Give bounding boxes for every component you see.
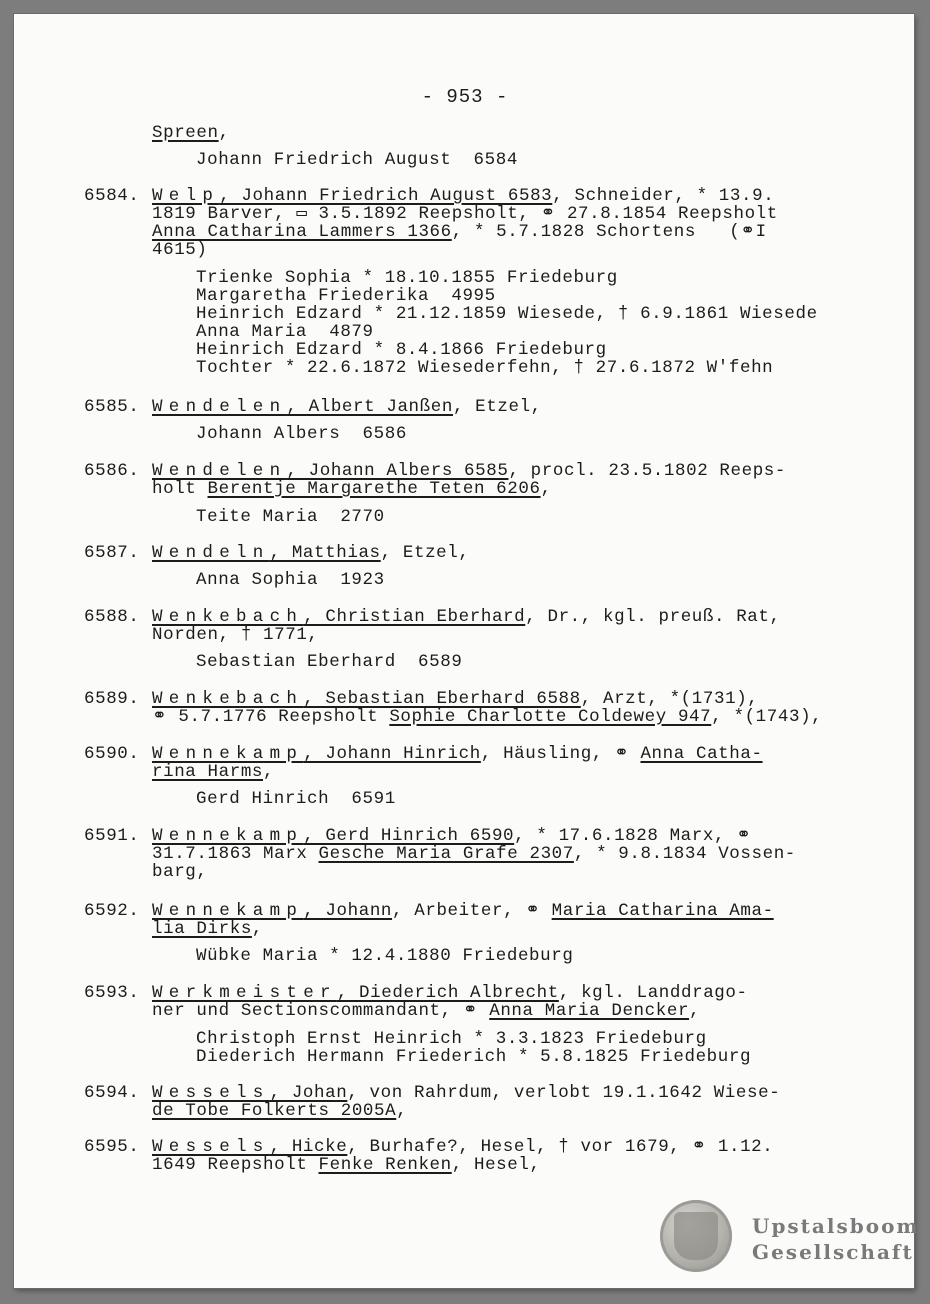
child-line — [196, 269, 618, 287]
text-segment: rina Harms — [152, 762, 264, 782]
text-segment: 1649 Reepsholt — [152, 1155, 319, 1175]
text-segment: , Christian Eberhard — [303, 607, 526, 627]
child-line — [196, 508, 385, 526]
text-segment: holt — [152, 479, 208, 499]
child-line — [196, 151, 518, 169]
seal-icon — [660, 1200, 732, 1272]
continuation-line — [152, 124, 230, 142]
entry-line — [152, 984, 748, 1002]
text-segment: barg, — [152, 862, 208, 882]
text-segment: Heinrich Edzard * 8.4.1866 Friedeburg — [196, 340, 607, 360]
surname: Wendelen — [152, 397, 287, 417]
text-segment: , kgl. Landdrago- — [558, 983, 748, 1003]
child-line — [196, 341, 607, 359]
entry-line — [152, 544, 469, 562]
entry-line — [152, 187, 774, 205]
entry-line — [152, 827, 751, 845]
logo-line-1: Upstalsboom — [752, 1214, 920, 1238]
page-number: - 953 - — [421, 86, 509, 108]
text-segment: , — [251, 919, 264, 939]
entry-line — [152, 745, 763, 763]
text-segment: Maria Catharina Ama- — [551, 901, 774, 921]
surname: Wennekamp — [152, 901, 304, 921]
text-segment: , Sebastian Eberhard 6588 — [303, 689, 581, 709]
continuation-line — [152, 763, 274, 781]
text-segment: , Hesel, — [451, 1155, 541, 1175]
text-segment: Anna Maria Dencker — [489, 1001, 690, 1021]
continuation-line — [152, 863, 208, 881]
text-segment: Sophie Charlotte Coldewey 947 — [389, 707, 712, 727]
text-segment: , Gerd Hinrich 6590 — [303, 826, 515, 846]
continuation-line — [152, 920, 263, 938]
entry-number: 6584. — [84, 186, 140, 206]
text-segment: , Häusling, ⚭ — [480, 744, 641, 764]
text-segment: , Etzel, — [452, 397, 542, 417]
text-segment: Teite Maria 2770 — [196, 507, 385, 527]
logo-line-2: Gesellschaft — [752, 1240, 914, 1264]
entry-line — [152, 1138, 773, 1156]
text-segment: , Johann Hinrich — [303, 744, 481, 764]
text-segment: 1819 Barver, ▭ 3.5.1892 Reepsholt, ⚭ 27.8.1854 Reepsholt — [152, 204, 778, 224]
entry-number: 6594. — [84, 1083, 140, 1103]
text-segment: de Tobe Folkerts 2005A — [152, 1101, 397, 1121]
child-line — [196, 571, 385, 589]
entry-line — [152, 398, 542, 416]
continuation-line — [152, 241, 208, 259]
entry-number: 6592. — [84, 901, 140, 921]
entry-line — [152, 462, 786, 480]
text-segment: , Diederich Albrecht — [336, 983, 559, 1003]
child-line — [196, 1048, 751, 1066]
text-segment: Fenke Renken — [318, 1155, 452, 1175]
text-segment: 4615) — [152, 240, 208, 260]
continuation-line — [152, 223, 767, 241]
entry-line — [152, 1084, 780, 1102]
text-segment: , — [540, 479, 552, 499]
text-segment: Tochter * 22.6.1872 Wiesederfehn, † 27.6.1872 W'fehn — [196, 358, 774, 378]
text-segment: , Schneider, * 13.9. — [552, 186, 775, 206]
text-segment: , Burhafe?, Hesel, † vor 1679, ⚭ 1.12. — [347, 1137, 774, 1157]
surname: Wendeln — [152, 543, 270, 563]
entry-number: 6586. — [84, 461, 140, 481]
child-line — [196, 359, 773, 377]
child-line — [196, 653, 462, 671]
text-segment: Anna Catharina Lammers 1366 — [152, 222, 452, 242]
surname: Wessels — [152, 1137, 270, 1157]
child-line — [196, 305, 818, 323]
text-segment: , Hicke — [269, 1137, 348, 1157]
text-segment: Trienke Sophia * 18.10.1855 Friedeburg — [196, 268, 618, 288]
text-segment: , * 5.7.1828 Schortens (⚭I — [451, 222, 767, 242]
continuation-line — [152, 626, 319, 644]
surname: Wessels — [152, 1083, 270, 1103]
text-segment: , * 9.8.1834 Vossen- — [573, 844, 796, 864]
text-segment: , Arbeiter, ⚭ — [392, 901, 552, 921]
text-segment: , — [263, 762, 275, 782]
text-segment: , Albert Janßen — [286, 397, 453, 417]
entry-number: 6595. — [84, 1137, 140, 1157]
text-segment: , — [218, 123, 230, 143]
text-segment: , — [396, 1101, 408, 1121]
text-segment: , Arzt, *(1731), — [580, 689, 759, 709]
entry-number: 6589. — [84, 689, 140, 709]
text-segment: , Dr., kgl. preuß. Rat, — [525, 607, 781, 627]
text-segment: Christoph Ernst Heinrich * 3.3.1823 Friedeburg — [196, 1029, 707, 1049]
text-segment: Gesche Maria Grafe 2307 — [318, 844, 574, 864]
text-segment: , Matthias — [269, 543, 381, 563]
text-segment: Johann Friedrich August 6584 — [196, 150, 518, 170]
entry-number: 6590. — [84, 744, 140, 764]
text-segment: Heinrich Edzard * 21.12.1859 Wiesede, † 6.9.1861 Wiesede — [196, 304, 818, 324]
continuation-line — [152, 845, 796, 863]
text-segment: Anna Maria 4879 — [196, 322, 374, 342]
entry-number: 6585. — [84, 397, 140, 417]
text-segment: , procl. 23.5.1802 Reeps- — [508, 461, 787, 481]
text-segment: Spreen — [152, 123, 219, 143]
text-segment: , Etzel, — [380, 543, 470, 563]
surname: Wenkebach — [152, 607, 304, 627]
text-segment: , *(1743), — [711, 707, 823, 727]
text-segment: Diederich Hermann Friederich * 5.8.1825 Friedeburg — [196, 1047, 752, 1067]
text-segment: , * 17.6.1828 Marx, ⚭ — [514, 826, 752, 846]
text-segment: Anna Catha- — [640, 744, 763, 764]
text-segment: Berentje Margarethe Teten 6206 — [207, 479, 541, 499]
text-segment: , Johann Friedrich August 6583 — [219, 186, 553, 206]
surname: Wennekamp — [152, 744, 304, 764]
text-segment: Sebastian Eberhard 6589 — [196, 652, 463, 672]
surname: Wennekamp — [152, 826, 304, 846]
child-line — [196, 425, 407, 443]
surname: Wendelen — [152, 461, 287, 481]
entry-number: 6587. — [84, 543, 140, 563]
child-line — [196, 323, 374, 341]
entry-number: 6591. — [84, 826, 140, 846]
child-line — [196, 947, 573, 965]
text-segment: , von Rahrdum, verlobt 19.1.1642 Wiese- — [347, 1083, 781, 1103]
text-segment: ⚭ 5.7.1776 Reepsholt — [152, 707, 390, 727]
surname: Wenkebach — [152, 689, 304, 709]
surname: Welp — [152, 186, 220, 206]
continuation-line — [152, 205, 778, 223]
society-logo — [660, 1200, 920, 1276]
child-line — [196, 790, 396, 808]
continuation-line — [152, 1102, 407, 1120]
text-segment: , Johann — [303, 901, 393, 921]
continuation-line — [152, 480, 552, 498]
text-segment: Gerd Hinrich 6591 — [196, 789, 396, 809]
text-segment: 31.7.1863 Marx — [152, 844, 319, 864]
surname: Werkmeister — [152, 983, 337, 1003]
text-segment: Wübke Maria * 12.4.1880 Friedeburg — [196, 946, 574, 966]
text-segment: Margaretha Friederika 4995 — [196, 286, 496, 306]
child-line — [196, 1030, 707, 1048]
continuation-line — [152, 1002, 700, 1020]
text-segment: Norden, † 1771, — [152, 625, 319, 645]
entry-line — [152, 902, 774, 920]
entry-line — [152, 608, 781, 626]
text-segment: lia Dirks — [152, 919, 252, 939]
continuation-line — [152, 1156, 541, 1174]
text-segment: , Johan — [269, 1083, 348, 1103]
child-line — [196, 287, 496, 305]
entry-number: 6593. — [84, 983, 140, 1003]
text-segment: Johann Albers 6586 — [196, 424, 407, 444]
text-segment: , Johann Albers 6585 — [286, 461, 509, 481]
text-segment: , — [689, 1001, 701, 1021]
entry-number: 6588. — [84, 607, 140, 627]
continuation-line — [152, 708, 822, 726]
text-segment: ner und Sectionscommandant, ⚭ — [152, 1001, 490, 1021]
entry-line — [152, 690, 758, 708]
text-segment: Anna Sophia 1923 — [196, 570, 385, 590]
